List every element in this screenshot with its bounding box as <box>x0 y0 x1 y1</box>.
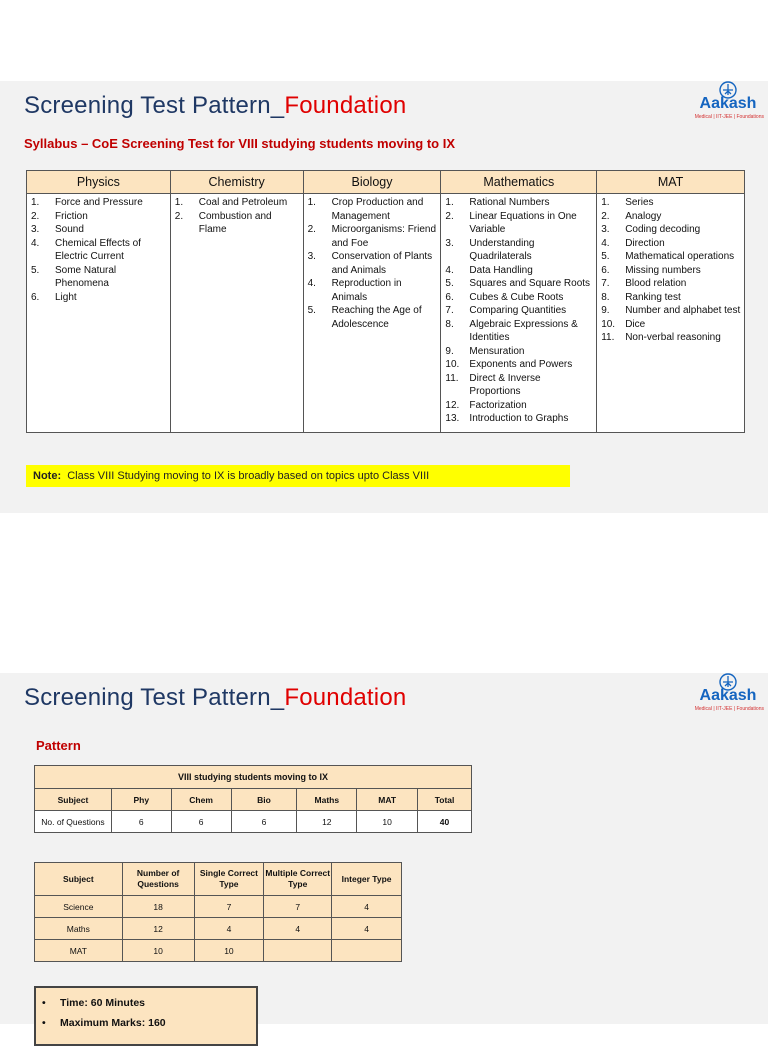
aakash-logo <box>692 673 764 723</box>
topic-number: 7. <box>445 305 454 316</box>
topic-item <box>29 237 168 264</box>
logo-name: Aakash <box>699 95 757 112</box>
topic-text: Light <box>55 291 77 303</box>
topic-number: 11. <box>601 332 615 343</box>
aakash-logo <box>692 81 764 131</box>
topic-number: 5. <box>31 264 40 276</box>
topic-text: Factorization <box>469 399 527 411</box>
topic-text: Force and Pressure <box>55 197 143 208</box>
syllabus-subtitle: Syllabus – CoE Screening Test for VIII studying students moving to IX <box>24 136 455 151</box>
topic-number: 13. <box>445 413 460 424</box>
logo-tagline: Medical | IIT-JEE | Foundations <box>694 114 764 120</box>
topic-text: Rational Numbers <box>469 197 550 208</box>
topic-item <box>599 250 742 264</box>
topic-text: Mensuration <box>469 345 525 357</box>
topic-text: Direction <box>625 237 665 249</box>
table-header-row <box>35 863 402 896</box>
table-cell: 10 <box>194 940 264 962</box>
note-banner <box>26 465 570 487</box>
table-cell: 4 <box>332 896 402 918</box>
topic-text: Sound <box>55 224 84 235</box>
header-physics: Physics <box>27 171 171 194</box>
table-cell: 7 <box>264 896 332 918</box>
table-caption: VIII studying students moving to IX <box>35 766 472 789</box>
topic-item <box>599 277 742 291</box>
table-header-row <box>35 789 472 811</box>
question-type-table <box>34 862 402 962</box>
topic-text: Exponents and Powers <box>469 359 573 370</box>
topic-text: Mathematical operations <box>625 251 735 262</box>
topic-item <box>306 250 439 277</box>
bullet-icon: • <box>42 997 46 1009</box>
slide-syllabus <box>0 81 768 513</box>
topic-item <box>443 196 594 210</box>
logo-tagline: Medical | IIT-JEE | Foundations <box>694 706 764 712</box>
syllabus-header-row <box>27 171 745 194</box>
topic-number: 8. <box>445 318 454 330</box>
topic-number: 2. <box>445 210 454 222</box>
header-cell: Chem <box>171 789 231 811</box>
header-cell: Integer Type <box>332 863 402 896</box>
topic-text: Dice <box>625 318 646 330</box>
topic-number: 4. <box>31 237 40 249</box>
physics-topic-list <box>29 196 168 304</box>
topic-item <box>29 264 168 291</box>
topic-item <box>443 210 594 237</box>
topic-item <box>443 264 594 278</box>
topic-item <box>443 399 594 413</box>
topic-text: Number and alphabet test <box>625 305 741 316</box>
topic-number: 2. <box>307 224 316 235</box>
topic-text: Ranking test <box>625 291 681 303</box>
header-cell: Phy <box>111 789 171 811</box>
topic-item <box>443 372 594 399</box>
note-text: Class VIII Studying moving to IX is broadly based on topics upto Class VIII <box>67 470 430 482</box>
topic-item <box>306 277 439 304</box>
topic-item <box>599 196 742 210</box>
topic-text: Squares and Square Roots <box>469 278 591 289</box>
topic-item <box>599 264 742 278</box>
table-cell-total: 40 <box>418 811 472 833</box>
header-mat: MAT <box>597 171 745 194</box>
topic-number: 4. <box>445 264 454 276</box>
logo-name: Aakash <box>699 687 757 704</box>
topic-text: Reaching the Age of Adolescence <box>331 305 422 330</box>
topic-item <box>443 277 594 291</box>
table-cell: 12 <box>297 811 357 833</box>
topic-number: 12. <box>445 399 460 411</box>
topic-text: Algebraic Expressions & Identities <box>469 318 578 343</box>
topic-item <box>599 291 742 305</box>
title-main: Screening Test Pattern_ <box>24 684 285 711</box>
topic-text: Introduction to Graphs <box>469 413 569 424</box>
topic-item <box>443 358 594 372</box>
topic-number: 11. <box>445 372 459 384</box>
topic-item <box>29 196 168 210</box>
topic-item <box>443 291 594 305</box>
topic-number: 1. <box>31 197 40 208</box>
max-marks-info: • Maximum Marks: 160 <box>42 1013 256 1033</box>
header-cell: Number of Questions <box>122 863 194 896</box>
topic-number: 2. <box>174 210 184 222</box>
topic-item <box>29 223 168 237</box>
topic-number: 1. <box>174 197 184 208</box>
topic-text: Non-verbal reasoning <box>625 332 721 343</box>
topic-number: 2. <box>31 210 40 222</box>
topic-item <box>306 304 439 331</box>
table-cell: 10 <box>122 940 194 962</box>
header-cell: Subject <box>35 863 123 896</box>
topic-number: 3. <box>601 224 610 235</box>
topic-number: 10. <box>445 359 460 370</box>
header-cell: Single Correct Type <box>194 863 264 896</box>
topic-item <box>29 291 168 305</box>
chemistry-cell <box>170 194 303 433</box>
table-cell: 4 <box>194 918 264 940</box>
topic-text: Series <box>625 197 654 208</box>
topic-number: 5. <box>445 278 454 289</box>
topic-number: 3. <box>445 237 454 249</box>
topic-number: 5. <box>601 251 610 262</box>
biology-topic-list <box>306 196 439 331</box>
header-cell: Subject <box>35 789 112 811</box>
topic-number: 1. <box>445 197 454 208</box>
table-cell: 6 <box>231 811 297 833</box>
topic-item <box>599 210 742 224</box>
topic-text: Direct & Inverse Proportions <box>469 372 541 397</box>
topic-text: Missing numbers <box>625 264 701 276</box>
page-title <box>24 684 406 712</box>
topic-text: Understanding Quadrilaterals <box>469 237 535 262</box>
topic-item <box>306 196 439 223</box>
topic-number: 5. <box>307 305 316 316</box>
header-cell: MAT <box>357 789 418 811</box>
table-cell: 4 <box>332 918 402 940</box>
header-chemistry: Chemistry <box>170 171 303 194</box>
topic-text: Conservation of Plants and Animals <box>331 251 433 276</box>
table-cell <box>264 940 332 962</box>
topic-number: 1. <box>601 197 610 208</box>
table-cell: 7 <box>194 896 264 918</box>
topic-item <box>306 223 439 250</box>
header-mathematics: Mathematics <box>441 171 597 194</box>
topic-item <box>599 331 742 345</box>
topic-number: 4. <box>307 278 316 289</box>
table-cell: 6 <box>111 811 171 833</box>
topic-item <box>443 304 594 318</box>
topic-text: Chemical Effects of Electric Current <box>55 237 141 262</box>
syllabus-topics-row <box>27 194 745 433</box>
topic-number: 8. <box>601 291 610 303</box>
header-cell: Total <box>418 789 472 811</box>
topic-text: Coal and Petroleum <box>198 197 288 208</box>
topic-number: 2. <box>601 210 610 222</box>
topic-text: Crop Production and Management <box>331 197 424 222</box>
page-title <box>24 92 406 120</box>
topic-number: 7. <box>601 278 610 289</box>
table-cell: 4 <box>264 918 332 940</box>
topic-text: Friction <box>55 210 88 222</box>
topic-text: Data Handling <box>469 264 533 276</box>
topic-text: Coding decoding <box>625 224 701 235</box>
table-row <box>35 811 472 833</box>
topic-item <box>599 237 742 251</box>
topic-number: 1. <box>307 197 316 208</box>
syllabus-table <box>26 170 745 433</box>
topic-text: Some Natural Phenomena <box>55 264 117 289</box>
topic-number: 9. <box>601 305 610 316</box>
exam-info-box <box>34 986 258 1046</box>
table-cell: MAT <box>35 940 123 962</box>
topic-item <box>443 412 594 426</box>
header-biology: Biology <box>303 171 441 194</box>
topic-item <box>29 210 168 224</box>
pattern-label: Pattern <box>36 738 81 753</box>
table-cell <box>332 940 402 962</box>
title-main: Screening Test Pattern_ <box>24 92 285 119</box>
table-cell: 18 <box>122 896 194 918</box>
topic-item <box>599 304 742 318</box>
header-cell: Maths <box>297 789 357 811</box>
topic-text: Blood relation <box>625 278 687 289</box>
topic-text: Reproduction in Animals <box>331 278 402 303</box>
title-highlight: Foundation <box>284 92 407 119</box>
topic-text: Cubes & Cube Roots <box>469 291 564 303</box>
topic-item <box>443 318 594 345</box>
mathematics-topic-list <box>443 196 594 426</box>
topic-text: Linear Equations in One Variable <box>469 210 577 235</box>
question-count-table <box>34 765 472 833</box>
topic-text: Combustion and Flame <box>198 210 272 235</box>
table-cell: Science <box>35 896 123 918</box>
mat-cell <box>597 194 745 433</box>
topic-item <box>599 318 742 332</box>
mat-topic-list <box>599 196 742 345</box>
topic-number: 3. <box>307 251 316 262</box>
table-cell: 12 <box>122 918 194 940</box>
title-highlight: Foundation <box>284 684 407 711</box>
table-row <box>35 940 402 962</box>
table-cell: 6 <box>171 811 231 833</box>
time-info: • Time: 60 Minutes <box>42 993 256 1013</box>
topic-item <box>173 196 301 210</box>
topic-number: 6. <box>601 264 610 276</box>
table-row <box>35 896 402 918</box>
bullet-icon: • <box>42 1017 46 1029</box>
table-row <box>35 918 402 940</box>
topic-number: 4. <box>601 237 610 249</box>
chemistry-topic-list <box>173 196 301 237</box>
note-label: Note: <box>33 470 62 482</box>
mathematics-cell <box>441 194 597 433</box>
topic-text: Microorganisms: Friend and Foe <box>331 224 437 249</box>
table-cell: Maths <box>35 918 123 940</box>
table-cell: No. of Questions <box>35 811 112 833</box>
topic-item <box>599 223 742 237</box>
biology-cell <box>303 194 441 433</box>
table-cell: 10 <box>357 811 418 833</box>
topic-item <box>173 210 301 237</box>
topic-item <box>443 345 594 359</box>
topic-number: 6. <box>31 291 40 303</box>
topic-number: 6. <box>445 291 454 303</box>
topic-text: Analogy <box>625 210 662 222</box>
topic-number: 3. <box>31 224 40 235</box>
topic-number: 10. <box>601 318 616 330</box>
slide-pattern <box>0 673 768 1029</box>
header-cell: Multiple Correct Type <box>264 863 332 896</box>
topic-text: Comparing Quantities <box>469 305 567 316</box>
topic-number: 9. <box>445 345 454 357</box>
header-cell: Bio <box>231 789 297 811</box>
physics-cell <box>27 194 171 433</box>
topic-item <box>443 237 594 264</box>
